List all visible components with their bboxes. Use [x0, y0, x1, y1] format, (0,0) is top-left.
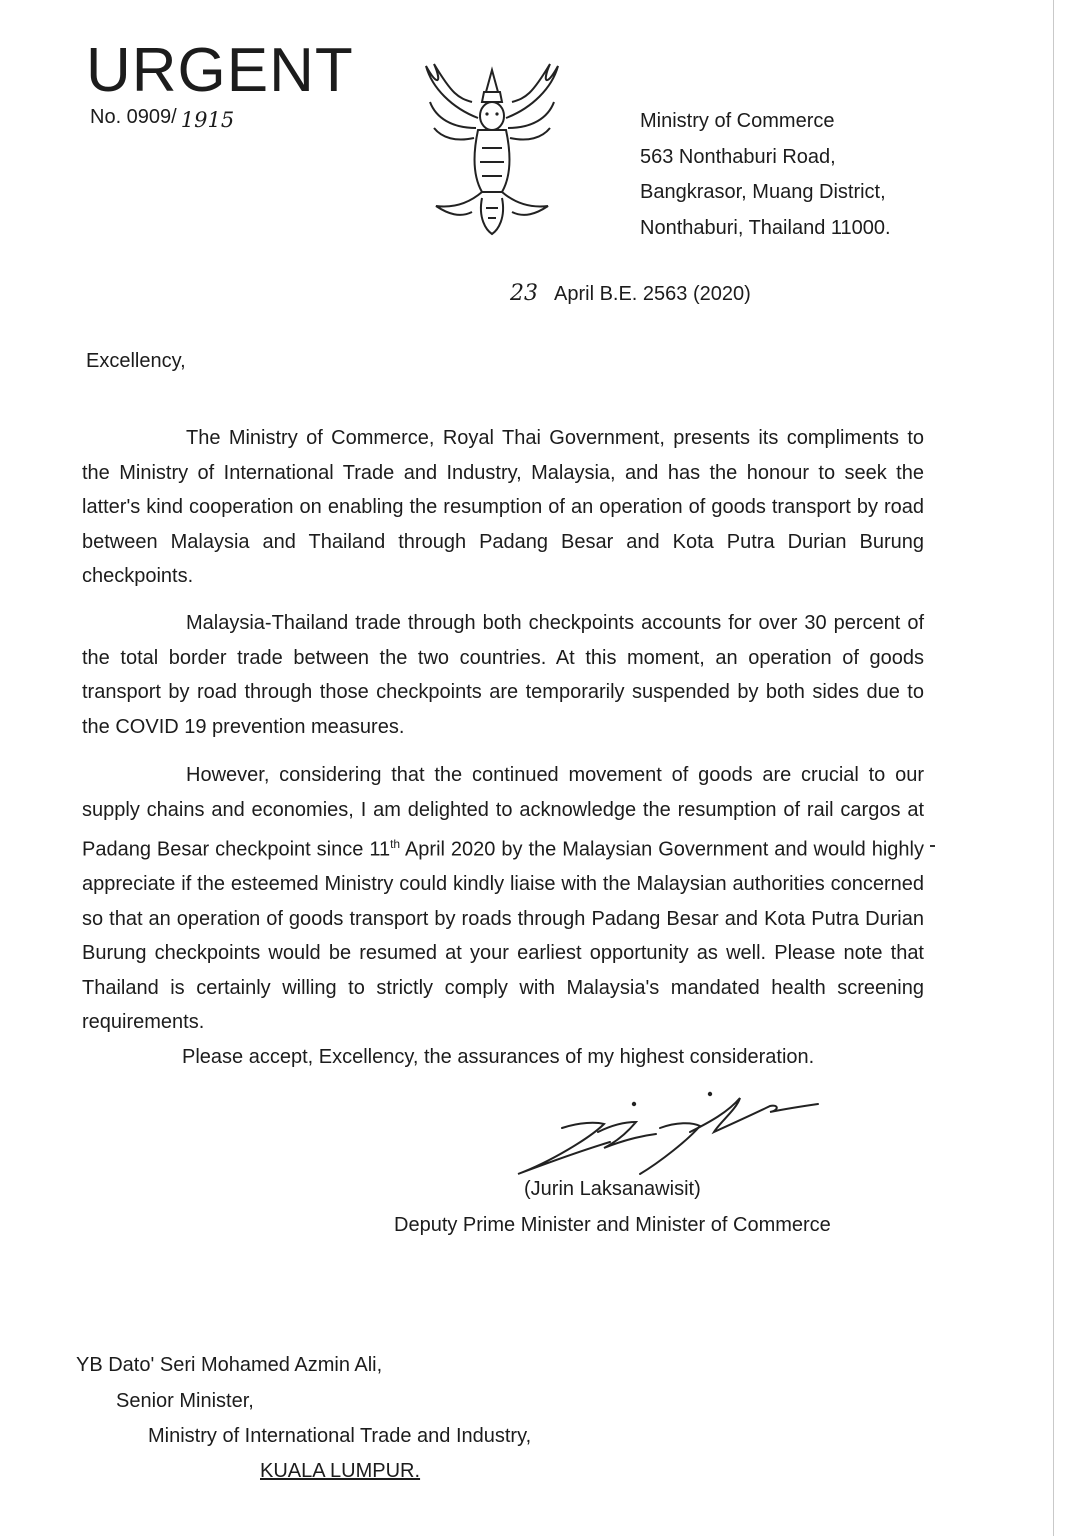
closing-line: Please accept, Excellency, the assurances of my highest consideration. — [182, 1046, 815, 1068]
date-day-handwritten: 23 — [510, 281, 538, 306]
page-edge-line — [1053, 0, 1054, 1536]
body-paragraph-3 — [82, 758, 924, 1040]
letter-date — [510, 281, 751, 306]
ordinal-suffix: th — [390, 837, 401, 851]
sender-line-ministry: Ministry of Commerce — [640, 110, 835, 132]
paragraph-text-part-b: April 2020 by the Malaysian Government and would highly appreciate if the esteemed Ministry could kindly liaise with the Malaysian authorities concerned so that an operation of goods transport by roads through Padang Besar and Kota Putra Durian Burung checkpoints would be resumed at your earliest opportunity as well. Please note that Thailand is certainly willing to strictly comply with Malaysia's mandated health screening requirements. — [82, 838, 924, 1034]
body-paragraph-1 — [82, 421, 924, 594]
document-number-handwritten: 1915 — [180, 108, 235, 132]
date-text: April B.E. 2563 (2020) — [554, 283, 751, 305]
document-number — [90, 104, 235, 132]
salutation: Excellency, — [86, 350, 186, 372]
signer-title: Deputy Prime Minister and Minister of Commerce — [394, 1214, 831, 1236]
addressee-ministry: Ministry of International Trade and Industry, — [148, 1425, 532, 1447]
handwritten-signature — [500, 1082, 830, 1182]
sender-line-district: Bangkrasor, Muang District, — [640, 181, 886, 203]
addressee-position: Senior Minister, — [116, 1390, 254, 1412]
paragraph-text — [82, 758, 924, 1040]
sender-line-road: 563 Nonthaburi Road, — [640, 145, 836, 168]
sender-address — [640, 104, 891, 246]
paragraph-text-part-a: However, considering that the continued movement of goods are crucial to our supply chains and economies, I am delighted to acknowledge the resumption of rail cargos at Padang Besar checkpoint since 11 — [82, 764, 924, 861]
document-number-prefix: No. 0909/ — [90, 106, 177, 128]
paragraph-text: The Ministry of Commerce, Royal Thai Government, presents its compliments to the Ministry of International Trade and Industry, Malaysia, and has the honour to seek the latter's kind cooperation on enabling the resumption of an operation of goods transport by road between Malaysia and Thailand through Padang Besar and Kota Putra Durian Burung checkpoints. — [82, 427, 924, 587]
addressee-city: KUALA LUMPUR. — [260, 1460, 421, 1482]
garuda-emblem-icon — [412, 58, 572, 238]
margin-mark — [930, 845, 935, 847]
sender-line-city: Nonthaburi, Thailand 11000. — [640, 216, 891, 239]
urgent-heading: URGENT — [86, 36, 354, 105]
body-paragraph-2 — [82, 606, 924, 744]
paragraph-text: Malaysia-Thailand trade through both checkpoints accounts for over 30 percent of the total border trade between the two countries. At this moment, an operation of goods transport by road through those checkpoints are temporarily suspended by both sides due to the COVID 19 prevention measures. — [82, 612, 924, 738]
addressee-name: YB Dato' Seri Mohamed Azmin Ali, — [76, 1354, 383, 1376]
signer-name: (Jurin Laksanawisit) — [524, 1178, 701, 1200]
